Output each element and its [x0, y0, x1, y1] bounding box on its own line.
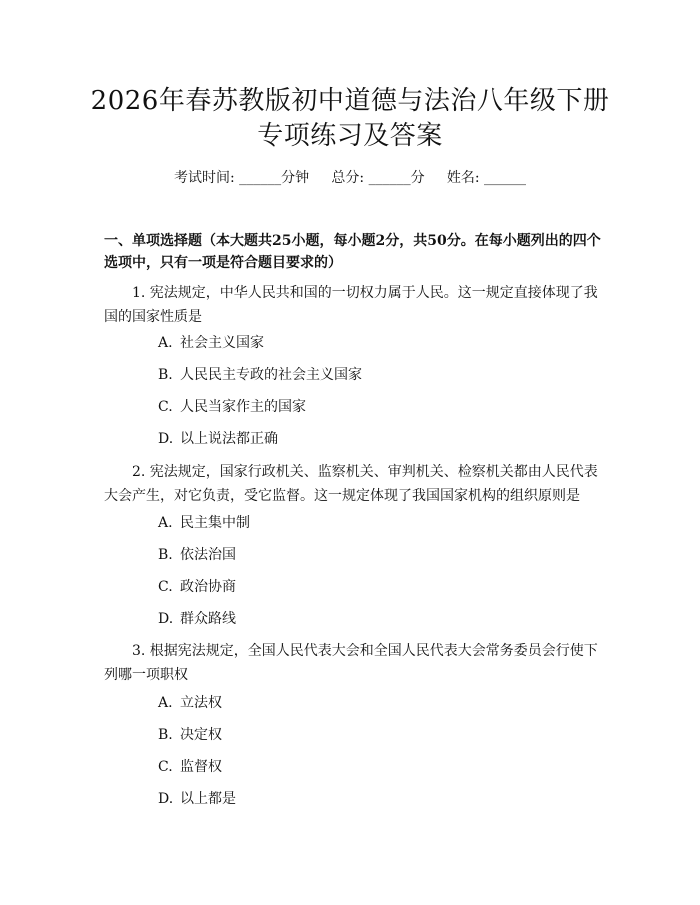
option-label: A. — [158, 515, 173, 531]
option-label: A. — [158, 695, 173, 711]
q3-option-a — [158, 693, 222, 713]
option-label: B. — [158, 727, 173, 743]
option-text: 立法权 — [180, 695, 222, 711]
q2-option-a — [158, 513, 250, 533]
option-label: B. — [158, 547, 173, 563]
option-label: D. — [158, 791, 174, 807]
exam-info-line: 考试时间: ______分钟 总分: ______分 姓名: ______ — [173, 170, 526, 186]
q2-option-d — [158, 609, 236, 629]
option-label: C. — [158, 579, 173, 595]
doc-title-line1: 2026年春苏教版初中道德与法治八年级下册 — [90, 86, 610, 116]
q3-option-b — [158, 725, 222, 745]
option-text: 以上都是 — [180, 791, 236, 807]
option-label: A. — [158, 335, 173, 351]
q1-option-c — [158, 397, 306, 417]
q2-option-b — [158, 545, 236, 565]
option-label: B. — [158, 367, 173, 383]
option-label: D. — [158, 431, 174, 447]
q1-option-d — [158, 429, 278, 449]
option-label: C. — [158, 759, 173, 775]
q3-option-c — [158, 757, 222, 777]
option-text: 决定权 — [180, 727, 222, 743]
question-1: 1. 宪法规定，中华人民共和国的一切权力属于人民。这一规定直接体现了我国的国家性质是 — [104, 285, 598, 325]
option-label: C. — [158, 399, 173, 415]
q3-option-d — [158, 789, 236, 809]
option-text: 以上说法都正确 — [180, 431, 278, 447]
q1-option-b — [158, 365, 362, 385]
option-label: D. — [158, 611, 174, 627]
section-heading: 一、单项选择题（本大题共25小题，每小题2分，共50分。在每小题列出的四个选项中，只有一项是符合题目要求的） — [104, 233, 601, 271]
q1-option-a — [158, 333, 264, 353]
option-text: 人民民主专政的社会主义国家 — [180, 367, 362, 383]
option-text: 依法治国 — [180, 547, 236, 563]
option-text: 监督权 — [180, 759, 222, 775]
doc-title-line2: 专项练习及答案 — [257, 121, 443, 151]
option-text: 群众路线 — [180, 611, 236, 627]
option-text: 人民当家作主的国家 — [180, 399, 306, 415]
question-2: 2. 宪法规定，国家行政机关、监察机关、审判机关、检察机关都由人民代表大会产生，对它负责，受它监督。这一规定体现了我国国家机构的组织原则是 — [104, 464, 598, 504]
option-text: 社会主义国家 — [180, 335, 264, 351]
option-text: 政治协商 — [180, 579, 236, 595]
q2-option-c — [158, 577, 236, 597]
question-3: 3. 根据宪法规定，全国人民代表大会和全国人民代表大会常务委员会行使下列哪一项职权 — [104, 643, 598, 683]
option-text: 民主集中制 — [180, 515, 250, 531]
